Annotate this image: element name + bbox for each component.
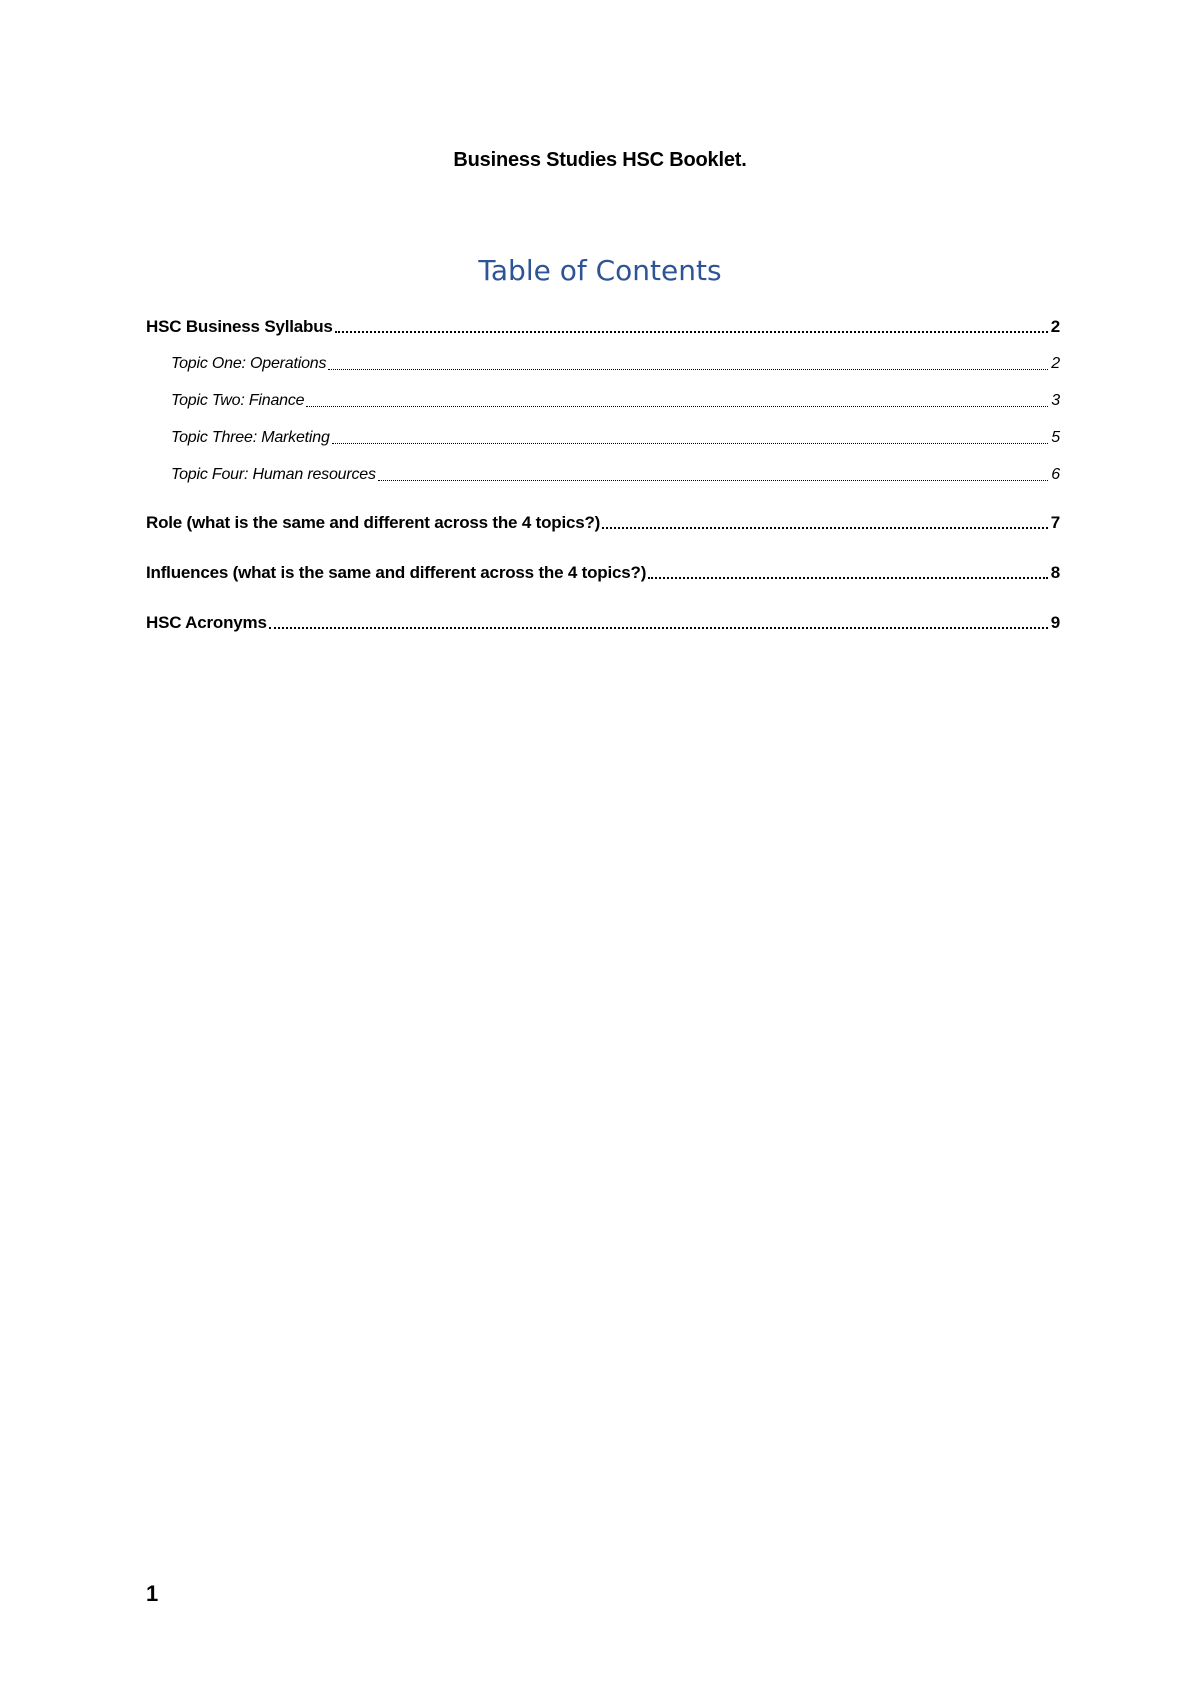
toc-dot-leader [602,527,1048,529]
toc-dot-leader [648,577,1048,579]
footer-page-number: 1 [146,1581,159,1606]
toc-entry-page-number: 7 [1050,513,1060,532]
toc-entry-topic-one-operations[interactable] [146,353,1060,375]
document-title: Business Studies HSC Booklet. [453,149,747,171]
toc-entry-hsc-business-syllabus[interactable] [146,316,1060,338]
toc-entry-page-number: 2 [1050,317,1060,336]
toc-entry-label: Topic Three: Marketing [171,429,330,446]
toc-dot-leader [378,480,1048,481]
toc-dot-leader [328,369,1048,370]
toc-entry-page-number: 6 [1051,466,1060,483]
toc-entry-page-number: 3 [1051,392,1060,409]
toc-heading: Table of Contents [478,254,722,287]
toc-entry-label: HSC Acronyms [146,613,267,632]
toc-entry-topic-three-marketing[interactable] [146,427,1060,449]
toc-entry-page-number: 2 [1051,355,1060,372]
toc-dot-leader [269,627,1048,629]
toc-dot-leader [306,406,1048,407]
toc-entry-label: Role (what is the same and different across the 4 topics?) [146,513,601,532]
toc-entry-label: Topic Two: Finance [171,392,305,409]
toc-entry-hsc-acronyms[interactable] [146,612,1060,634]
toc-entry-topic-four-human-resources[interactable] [146,464,1060,486]
toc-dot-leader [332,443,1048,444]
toc-entry-label: Topic One: Operations [171,355,327,372]
toc-entry-page-number: 5 [1051,429,1060,446]
toc-entry-page-number: 9 [1050,613,1060,632]
toc-entry-label: Influences (what is the same and different across the 4 topics?) [146,563,647,582]
toc-entry-influences[interactable] [146,562,1060,584]
toc-dot-leader [335,331,1048,333]
toc-entry-label: HSC Business Syllabus [146,317,333,336]
toc-entry-page-number: 8 [1050,563,1060,582]
toc-entry-topic-two-finance[interactable] [146,390,1060,412]
toc-entry-label: Topic Four: Human resources [171,466,376,483]
toc-entry-role[interactable] [146,512,1060,534]
